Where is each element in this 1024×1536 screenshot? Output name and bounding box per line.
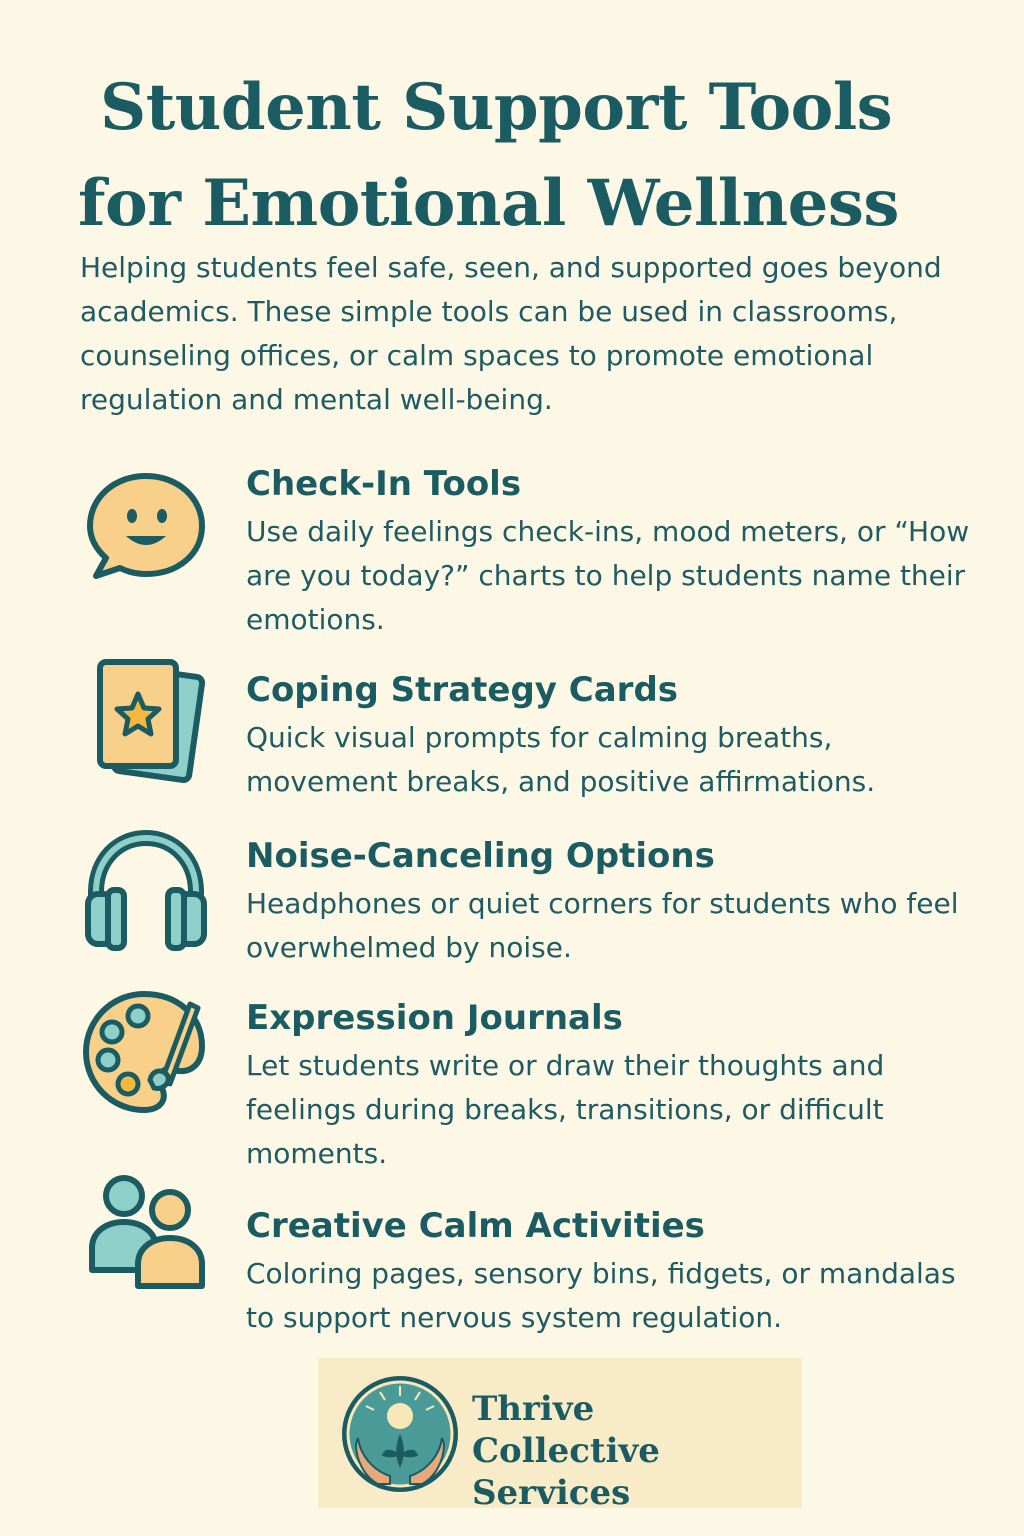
star-cards-icon <box>78 654 214 790</box>
title-line-2: for Emotional Wellness <box>78 166 899 241</box>
tool-description: Coloring pages, sensory bins, fidgets, or mandalas to support nervous system regulation. <box>246 1257 956 1334</box>
intro-paragraph: Helping students feel safe, seen, and supported goes beyond academics. These simple tools can be used in classrooms, counseling offices, or calm spaces to promote emotional regulation and mental well-being. <box>80 251 942 416</box>
two-people-icon <box>78 1162 214 1298</box>
tool-description: Headphones or quiet corners for students who feel overwhelmed by noise. <box>246 887 959 964</box>
brand-name <box>472 1388 792 1514</box>
page-title <box>78 60 958 252</box>
tool-title: Expression Journals <box>246 998 623 1038</box>
tool-title: Coping Strategy Cards <box>246 670 679 710</box>
tool-description: Quick visual prompts for calming breaths, movement breaks, and positive affirmations. <box>246 721 876 798</box>
brand-name-line-1: Thrive Collective <box>472 1389 660 1471</box>
headphones-icon <box>78 822 214 958</box>
tool-title: Check-In Tools <box>246 464 522 504</box>
tool-description: Use daily feelings check-ins, mood meters, or “How are you today?” charts to help students name their emotions. <box>246 515 970 636</box>
title-line-1: Student Support Tools <box>100 70 893 145</box>
brand-name-line-2: Services <box>472 1473 631 1513</box>
tool-title: Noise-Canceling Options <box>246 836 715 876</box>
paint-palette-icon <box>78 984 214 1120</box>
smiley-speech-bubble-icon <box>78 462 214 598</box>
tool-title: Creative Calm Activities <box>246 1206 705 1246</box>
footer-brand-box <box>318 1358 802 1513</box>
tool-description: Let students write or draw their thoughts and feelings during breaks, transitions, or difficult moments. <box>246 1049 885 1170</box>
hands-holding-sun-logo <box>338 1372 462 1496</box>
